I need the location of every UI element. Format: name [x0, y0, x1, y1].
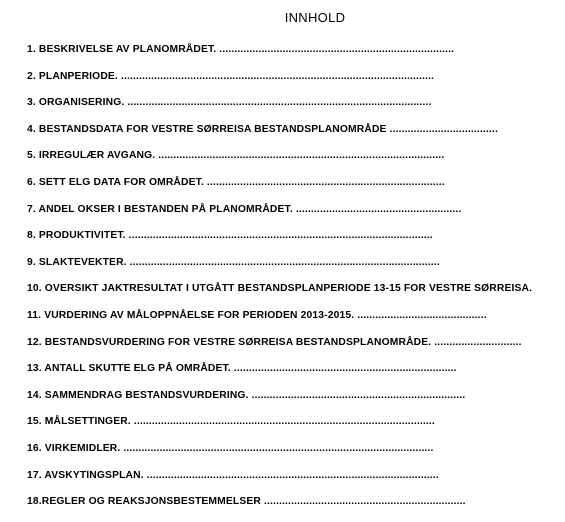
toc-entry-15[interactable]: 15. MÅLSETTINGER. .................................................................................................... — [27, 416, 435, 428]
toc-entry-13[interactable]: 13. ANTALL SKUTTE ELG PÅ OMRÅDET. .......................................................................... — [27, 363, 457, 375]
toc-entry-10[interactable]: 10. OVERSIKT JAKTRESULTAT I UTGÅTT BESTANDSPLANPERIODE 13-15 FOR VESTRE SØRREISA. — [27, 283, 533, 295]
toc-title: INNHOLD — [284, 10, 346, 25]
toc-entry-5[interactable]: 5. IRREGULÆR AVGANG. ............................................................................................... — [27, 150, 445, 162]
toc-entry-3[interactable]: 3. ORGANISERING. ..................................................................................................... — [27, 97, 432, 109]
toc-entry-8[interactable]: 8. PRODUKTIVITET. ..................................................................................................... — [27, 230, 433, 242]
toc-entry-16[interactable]: 16. VIRKEMIDLER. ....................................................................................................... — [27, 442, 434, 454]
toc-entry-14[interactable]: 14. SAMMENDRAG BESTANDSVURDERING. ....................................................................... — [27, 389, 466, 401]
table-of-contents — [27, 43, 565, 522]
toc-entry-4[interactable]: 4. BESTANDSDATA FOR VESTRE SØRREISA BESTANDSPLANOMRÅDE .................................... — [27, 123, 498, 135]
toc-entry-2[interactable]: 2. PLANPERIODE. ........................................................................................................ — [27, 70, 435, 82]
toc-entry-17[interactable]: 17. AVSKYTINGSPLAN. ................................................................................................. — [27, 469, 439, 481]
toc-entry-6[interactable]: 6. SETT ELG DATA FOR OMRÅDET. ............................................................................... — [27, 176, 445, 188]
toc-entry-1[interactable]: 1. BESKRIVELSE AV PLANOMRÅDET. .............................................................................. — [27, 44, 455, 55]
toc-entry-18[interactable]: 18.REGLER OG REAKSJONSBESTEMMELSER ................................................................... — [27, 496, 466, 508]
toc-entry-9[interactable]: 9. SLAKTEVEKTER. ....................................................................................................... — [27, 256, 440, 268]
toc-entry-7[interactable]: 7. ANDEL OKSER I BESTANDEN PÅ PLANOMRÅDET. ....................................................... — [27, 203, 462, 215]
toc-entry-12[interactable]: 12. BESTANDSVURDERING FOR VESTRE SØRREISA BESTANDSPLANOMRÅDE. ............................. — [27, 336, 522, 348]
toc-entry-11[interactable]: 11. VURDERING AV MÅLOPPNÅELSE FOR PERIODEN 2013-2015. ........................................... — [27, 309, 487, 321]
